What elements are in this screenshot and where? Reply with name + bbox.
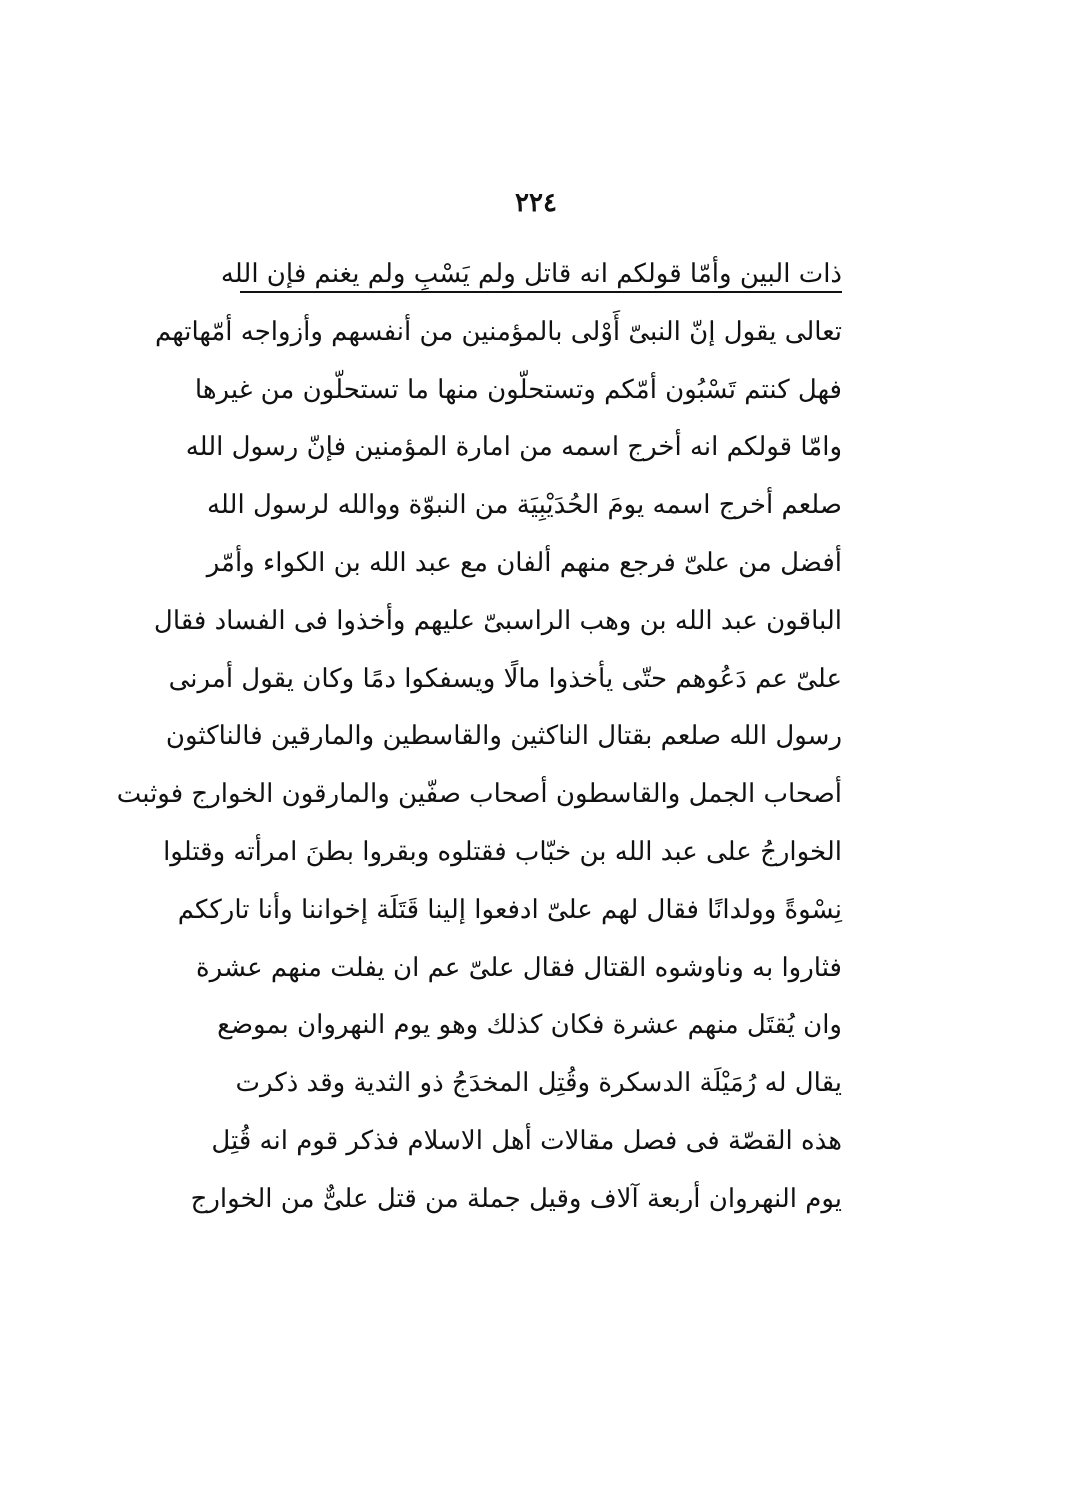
text-line: أصحاب الجمل والقاسطون أصحاب صفّين والمارقون الخوارج فوثبت [116, 779, 842, 810]
text-line: ذات البين وأمّا قولكم انه قاتل ولم يَسْبِ ولم يغنم فإن الله [220, 259, 842, 289]
text-line: رسول الله صلعم بقتال الناكثين والقاسطين والمارقين فالناكثون [165, 721, 842, 752]
text-line: صلعم أخرج اسمه يومَ الحُدَيْبِيَة من النبوّة ووالله لرسول الله [206, 490, 842, 521]
page-number: ٢٢٤ [515, 188, 557, 218]
text-body [116, 246, 842, 1229]
text-line: نِسْوةً وولدانًا فقال لهم علىّ ادفعوا إلينا قَتَلَة إخواننا وأنا تارككم [177, 894, 842, 925]
text-line: الباقون عبد الله بن وهب الراسبىّ عليهم وأخذوا فى الفساد فقال [153, 605, 842, 636]
text-line: يوم النهروان أربعة آلاف وقيل جملة من قتل علىٌّ من الخوارج [190, 1183, 842, 1214]
text-line: فثاروا به وناوشوه القتال فقال علىّ عم ان يفلت منهم عشرة [195, 952, 842, 983]
text-line: وامّا قولكم انه أخرج اسمه من امارة المؤمنين فإنّ رسول الله [185, 432, 842, 463]
text-line: وان يُقتَل منهم عشرة فكان كذلك وهو يوم النهروان بموضع [217, 1010, 842, 1041]
text-line: تعالى يقول إنّ النبىّ أَوْلى بالمؤمنين من أنفسهم وأزواجه أمّهاتهم [154, 316, 842, 347]
text-line: هذه القصّة فى فصل مقالات أهل الاسلام فذكر قوم انه قُتِل [211, 1125, 842, 1156]
text-line: علىّ عم دَعُوهم حتّى يأخذوا مالًا ويسفكوا دمًا وكان يقول أمرنى [168, 663, 842, 694]
text-line: أفضل من علىّ فرجع منهم ألفان مع عبد الله بن الكواء وأمّر [206, 547, 842, 578]
text-line: يقال له رُمَيْلَة الدسكرة وقُتِل المخدَجُ ذو الثدية وقد ذكرت [235, 1068, 842, 1099]
text-line: فهل كنتم تَسْبُون أمّكم وتستحلّون منها ما تستحلّون من غيرها [194, 374, 842, 405]
text-line: الخوارجُ على عبد الله بن خبّاب فقتلوه وبقروا بطنَ امرأته وقتلوا [163, 836, 842, 867]
